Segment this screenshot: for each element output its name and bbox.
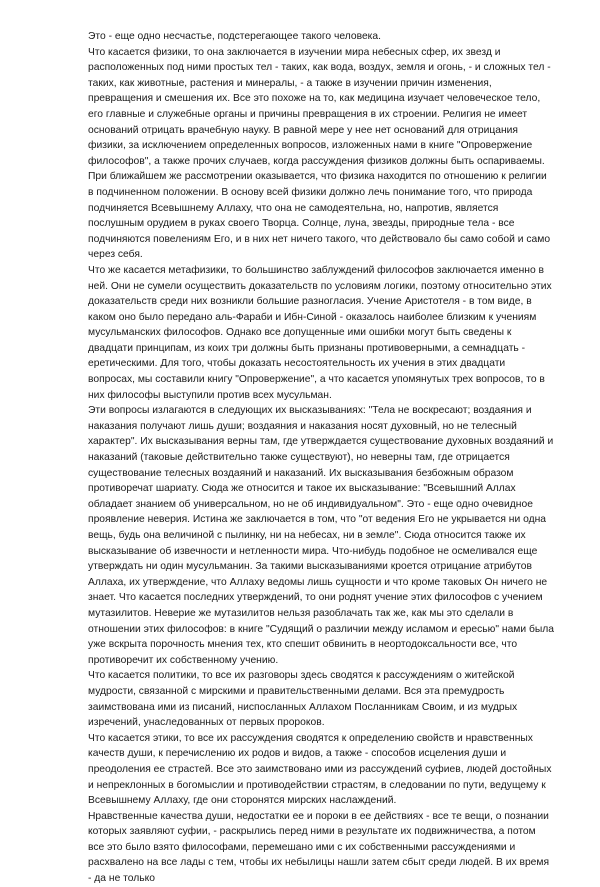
paragraph: Эти вопросы излагаются в следующих их высказываниях: "Тела не воскресают; воздаяния и наказания получают лишь души; воздаяния и наказания носят духовный, но не телесный характер". Их высказывания верны там, где утверждается существование духовных воздаяний и наказаний (таковые действительно также существуют), но неверны там, где отрицается существование телесных воздаяний и наказаний. Их высказывания безбожным образом противоречат шариату. Сюда же относится и такое их высказывание: "Всевышний Аллах обладает знанием об универсальном, но не об индивидуальном". Это - еще одно очевидное проявление неверия. Истина же заключается в том, что "от ведения Его не укрывается ни одна вещь, будь она величиной с пылинку, ни на небесах, ни в земле". Сюда относится также их высказывание об извечности и нетленности мира. Что-нибудь подобное не осмеливался еще утверждать ни один мусульманин. За такими высказываниями кроется отрицание атрибутов Аллаха, их утверждение, что Аллаху ведомы лишь сущности и что кроме таковых Он ничего не знает. Что касается последних утверждений, то они роднят учение этих философов с учением мутазилитов. Неверие же мутазилитов нельзя разоблачать так же, как мы это сделали в отношении этих философов: в книге "Судящий о различии между исламом и ересью" нами была уже вскрыта порочность мнения тех, кто спешит обвинить в неортодоксальности все, что противоречит их собственному учению. (88, 405, 555, 666)
paragraph: Что касается этики, то все их рассуждения сводятся к определению свойств и нравственных качеств души, к перечислению их родов и видов, а также - способов исцеления души и преодоления ее страстей. Все это заимствовано ими из рассуждений суфиев, людей достойных и непреклонных в богомыслии и противодействии страстям, в следовании по пути, ведущему к Всевышнему Аллаху, где они сторонятся мирских наслаждений. (88, 732, 552, 807)
paragraph: Что касается физики, то она заключается в изучении мира небесных сфер, их звезд и расположенных под ними простых тел - таких, как вода, воздух, земля и огонь, - и сложных тел - таких, как животные, растения и минералы, - а также в изучении причин изменения, превращения и смешения их. Все это похоже на то, как медицина изучает человеческое тело, его главные и служебные органы и причины превращения в их строении. Религия не имеет оснований отрицать врачебную науку. В равной мере у нее нет оснований для отрицания физики, за исключением определенных вопросов, изложенных нами в книге "Опровержение философов", а также прочих случаев, когда рассуждения физиков должны быть оспариваемы. При ближайшем же рассмотрении оказывается, что физика находится по отношению к религии в подчиненном положении. В основу всей физики должно лечь понимание того, что природа подчиняется Всевышнему Аллаху, что она не самодеятельна, но, напротив, является послушным орудием в руках своего Творца. Солнце, луна, звезды, природные тела - все подчиняются повелениям Его, и в них нет ничего такого, что действовало бы само собой и само через себя. (88, 46, 551, 261)
paragraph: Нравственные качества души, недостатки ее и пороки в ее действиях - все те вещи, о познании которых заявляют суфии, - раскрылись перед ними в результате их подвижничества, а потом все это было взято философами, перемешано ими с их собственными рассуждениями и расхвалено на все лады с тем, чтобы их небылицы нашли затем сбыт среди людей. В их время - да не только (88, 810, 550, 885)
paragraph: Что же касается метафизики, то большинство заблуждений философов заключается именно в ней. Они не сумели осуществить доказательств по условиям логики, поэтому относительно этих доказательств среди них возникли большие разногласия. Учение Аристотеля - в том виде, в каком оно было передано аль-Фараби и Ибн-Синой - оказалось наиболее близким к учениям мусульманских философов. Однако все допущенные ими ошибки могут быть сведены к двадцати принципам, из коих три должны быть признаны противоверными, а семнадцать - еретическими. Для того, чтобы доказать несостоятельность их учения в этих двадцати вопросах, мы составили книгу "Опровержение", а что касается упомянутых трех вопросов, то в них философы выступили против всех мусульман. (88, 264, 552, 401)
paragraph: Что касается политики, то все их разговоры здесь сводятся к рассуждениям о житейской мудрости, связанной с мирскими и правительственными делами. Вся эта премудрость заимствована ими из писаний, ниспосланных Аллахом Посланникам Своим, и из мудрых изречений, унаследованных от первых пророков. (88, 670, 518, 729)
paragraph: Это - еще одно несчастье, подстерегающее такого человека. (88, 31, 381, 42)
document-page (88, 29, 554, 887)
